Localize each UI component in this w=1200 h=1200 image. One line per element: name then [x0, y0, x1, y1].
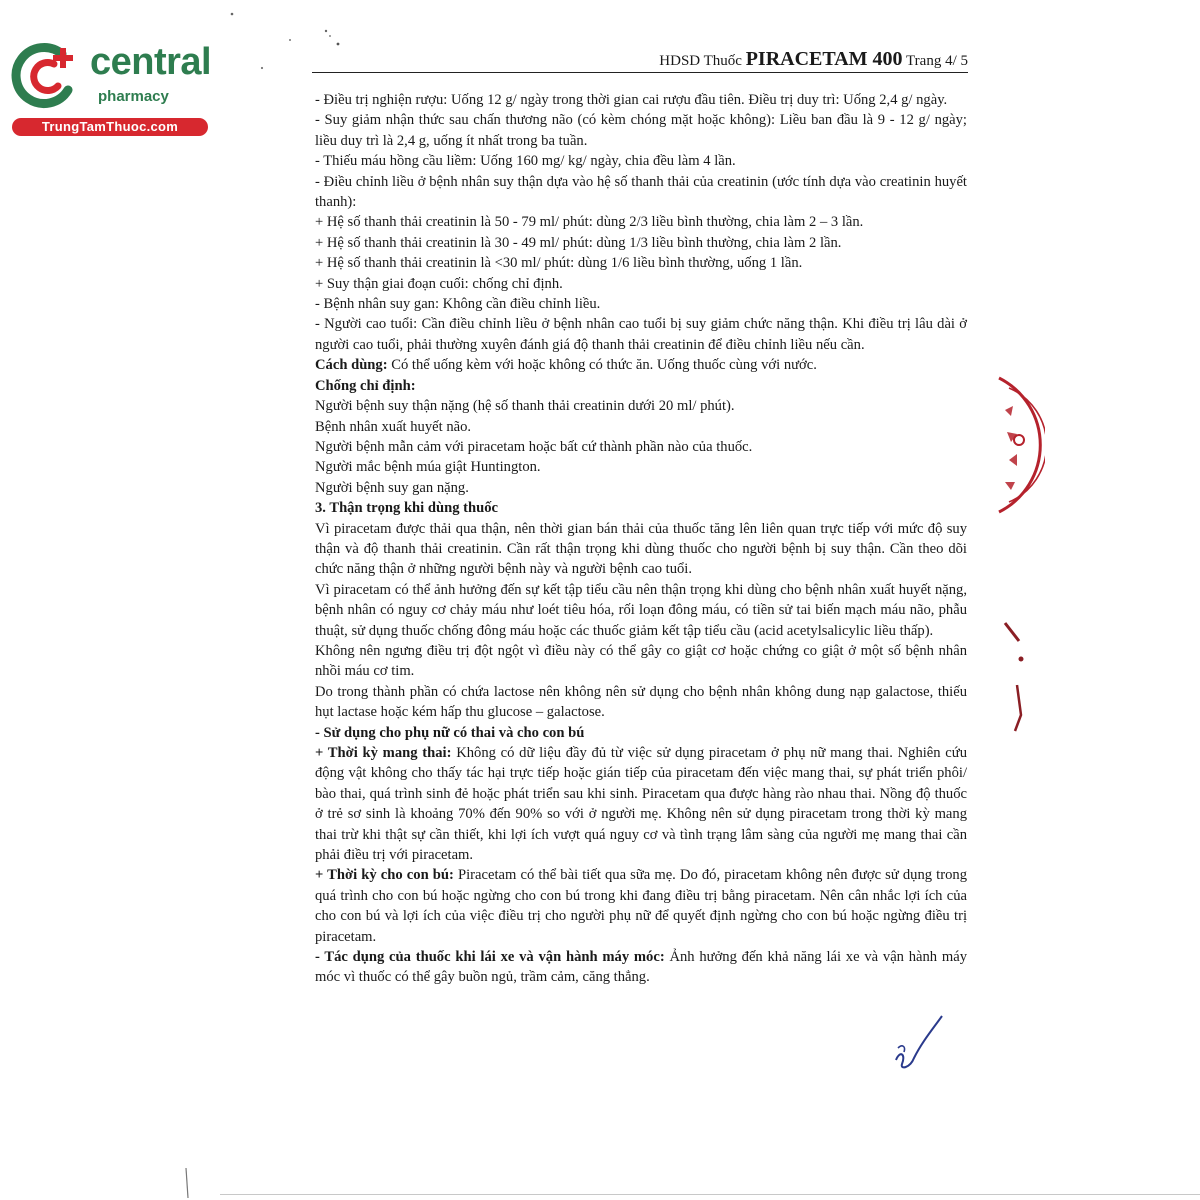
contraindication-item: Người bệnh mẫn cảm với piracetam hoặc bất cứ thành phần nào của thuốc.: [315, 438, 753, 455]
red-seal-stamp: [985, 370, 1045, 520]
breastfeeding-text: Piracetam có thể bài tiết qua sữa mẹ. Do đó, piracetam không nên được sử dụng trong quá trình cho con bú hoặc ngừng cho con bú trong khi đang điều trị bằng piracetam. Nên cân nhắc lợi ích của cho con bú và lợi ích của việc điều trị cho người phụ nữ để quyết định ngừng cho con bú hoặc ngừng điều trị piracetam.: [315, 867, 967, 945]
pregnancy-heading: - Sử dụng cho phụ nữ có thai và cho con bú: [315, 724, 585, 741]
pregnancy-label: + Thời kỳ mang thai:: [315, 745, 452, 761]
header-page-number: Trang 4/ 5: [906, 53, 968, 69]
precaution-paragraph: Vì piracetam được thải qua thận, nên thời gian bán thải của thuốc tăng lên liên quan trực tiếp với mức độ suy thận và độ thanh thải creatinin. Cần rất thận trọng khi dùng thuốc cho người bệnh bị suy thận. Cần theo dõi chức năng thận ở những người bệnh này và người bệnh cao tuổi.: [315, 520, 967, 578]
dosage-line: - Bệnh nhân suy gan: Không cần điều chỉnh liều.: [315, 296, 601, 313]
logo-name: central: [90, 41, 212, 83]
dosage-line: - Người cao tuổi: Cần điều chỉnh liều ở bệnh nhân cao tuổi bị suy giảm chức năng thận. Khi điều trị lâu dài ở người cao tuổi, phải thường xuyên đánh giá độ thanh thải creatinin để điều chỉnh liều nếu cần.: [315, 316, 967, 353]
pharmacy-c-cross-icon: [10, 40, 82, 112]
precaution-paragraph: Vì piracetam có thể ảnh hưởng đến sự kết tập tiểu cầu nên thận trọng khi dùng cho bệnh nhân xuất huyết nặng, bệnh nhân có nguy cơ chảy máu như loét tiêu hóa, rối loạn đông máu, có tiền sử tai biến mạch máu não, phẫu thuật, sử dụng thuốc chống đông máu hoặc các thuốc giảm kết tập tiểu cầu (acid acetylsalicylic liều thấp).: [315, 581, 967, 639]
dosage-line: - Thiếu máu hồng cầu liềm: Uống 160 mg/ kg/ ngày, chia đều làm 4 lần.: [315, 153, 736, 170]
page-header: [312, 46, 968, 73]
logo-website-badge[interactable]: TrungTamThuoc.com: [12, 118, 208, 136]
pregnancy-paragraph: [315, 743, 967, 865]
pregnancy-text: Không có dữ liệu đầy đủ từ việc sử dụng piracetam ở phụ nữ mang thai. Nghiên cứu động vật không cho thấy tác hại trực tiếp hoặc gián tiếp của piracetam đến việc mang thai, sự phát triển phôi/ bào thai, quá trình sinh đẻ hoặc phát triển sau khi sinh. Piracetam qua được hàng rào nhau thai. Nồng độ thuốc ở trẻ sơ sinh là khoảng 70% đến 90% so với ở người mẹ. Không nên sử dụng piracetam trong thời kỳ mang thai trừ khi thật sự cần thiết, khi lợi ích vượt quá nguy cơ và tình trạng lâm sàng của người mẹ mang thai cần phải điều trị với piracetam.: [315, 745, 967, 864]
contraindications-heading: Chống chỉ định:: [315, 377, 416, 394]
dosage-line: + Hệ số thanh thải creatinin là <30 ml/ phút: dùng 1/6 liều bình thường, uống 1 lần.: [315, 255, 803, 272]
header-drug-name: PIRACETAM 400: [745, 48, 903, 70]
driving-label: - Tác dụng của thuốc khi lái xe và vận hành máy móc:: [315, 949, 665, 966]
dosage-line: - Suy giảm nhận thức sau chấn thương não (có kèm chóng mặt hoặc không): Liều ban đầu là 9 - 12 g/ ngày; liều duy trì là 2,4 g, uống ít nhất trong ba tuần.: [315, 112, 967, 149]
central-pharmacy-logo[interactable]: [10, 38, 215, 138]
dosage-line: - Điều trị nghiện rượu: Uống 12 g/ ngày trong thời gian cai rượu đầu tiên. Điều trị duy trì: Uống 2,4 g/ ngày.: [315, 92, 948, 108]
breastfeeding-paragraph: [315, 865, 967, 947]
breastfeeding-label: + Thời kỳ cho con bú:: [315, 867, 454, 884]
seal-fragment-mark: [995, 615, 1035, 735]
dosage-line: - Điều chỉnh liều ở bệnh nhân suy thận dựa vào hệ số thanh thải của creatinin (ước tính dựa vào creatinin huyết thanh):: [315, 173, 967, 211]
contraindication-item: Người bệnh suy thận nặng (hệ số thanh thải creatinin dưới 20 ml/ phút).: [315, 398, 735, 415]
dosage-line: + Hệ số thanh thải creatinin là 50 - 79 ml/ phút: dùng 2/3 liều bình thường, chia làm 2 – 3 lần.: [315, 214, 864, 231]
page-bottom-edge: [220, 1194, 1200, 1195]
signature-mark: [888, 1010, 948, 1075]
dosage-line: + Hệ số thanh thải creatinin là 30 - 49 ml/ phút: dùng 1/3 liều bình thường, chia làm 2 lần.: [315, 234, 842, 251]
document-body: [315, 90, 967, 988]
contraindication-item: Bệnh nhân xuất huyết não.: [315, 418, 472, 435]
dosage-line: + Suy thận giai đoạn cuối: chống chỉ định.: [315, 275, 563, 292]
usage-paragraph: [315, 355, 967, 375]
usage-text: Có thể uống kèm với hoặc không có thức ăn. Uống thuốc cùng với nước.: [387, 357, 817, 374]
contraindication-item: Người mắc bệnh múa giật Huntington.: [315, 459, 541, 476]
precaution-paragraph: Do trong thành phần có chứa lactose nên không nên sử dụng cho bệnh nhân không dung nạp galactose, thiếu hụt lactase hoặc kém hấp thu glucose – galactose.: [315, 683, 967, 721]
precaution-paragraph: Không nên ngưng điều trị đột ngột vì điều này có thể gây co giật cơ hoặc chứng co giật ở một số bệnh nhân nhồi máu cơ tim.: [315, 642, 967, 680]
precautions-heading: 3. Thận trọng khi dùng thuốc: [315, 500, 499, 517]
logo-subtitle: pharmacy: [98, 88, 169, 105]
contraindication-item: Người bệnh suy gan nặng.: [315, 479, 469, 496]
usage-label: Cách dùng:: [315, 357, 388, 374]
header-prefix: HDSD Thuốc: [659, 53, 742, 69]
driving-paragraph: [315, 947, 967, 988]
driving-text: Ảnh hưởng đến khả năng lái xe và vận hành máy móc vì thuốc có thể gây buồn ngủ, trầm cảm, căng thẳng.: [315, 949, 967, 986]
